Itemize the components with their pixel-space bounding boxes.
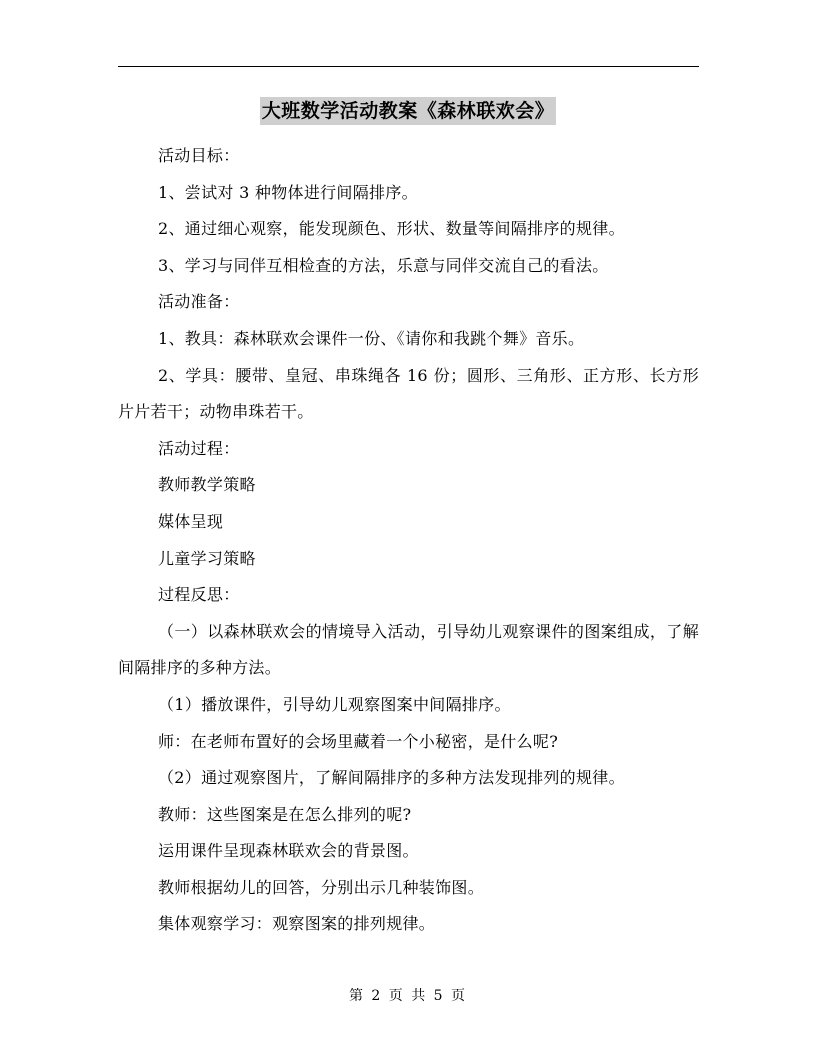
paragraph: 活动过程： <box>158 438 240 458</box>
paragraph: 活动目标： <box>158 146 240 165</box>
paragraph: （1）播放课件，引导幼儿观察图案中间隔排序。 <box>158 694 511 714</box>
paragraph: 过程反思： <box>158 585 240 605</box>
header-rule <box>118 66 699 67</box>
title-container <box>0 97 816 125</box>
paragraph: 2、通过细心观察，能发现颜色、形状、数量等间隔排序的规律。 <box>158 219 625 239</box>
paragraph: （一）以森林联欢会的情境导入活动，引导幼儿观察课件的图案组成，了解间隔排序的多种方法。 <box>118 621 699 678</box>
paragraph: 1、教具：森林联欢会课件一份、《请你和我跳个舞》音乐。 <box>158 328 585 348</box>
paragraph: 运用课件呈现森林联欢会的背景图。 <box>158 841 419 861</box>
paragraph: 活动准备： <box>158 292 240 312</box>
paragraph: 教师：这些图案是在怎么排列的呢? <box>158 804 412 824</box>
paragraph: 3、学习与同伴互相检查的方法，乐意与同伴交流自己的看法。 <box>158 255 609 275</box>
paragraph: 师：在老师布置好的会场里藏着一个小秘密，是什么呢? <box>158 731 559 751</box>
page-footer: 第 2 页 共 5 页 <box>348 988 468 1004</box>
paragraph: 教师根据幼儿的回答，分别出示几种装饰图。 <box>158 877 485 897</box>
paragraph: 集体观察学习：观察图案的排列规律。 <box>158 914 436 934</box>
paragraph: （2）通过观察图片，了解间隔排序的多种方法发现排列的规律。 <box>158 768 625 788</box>
paragraph: 媒体呈现 <box>158 511 224 531</box>
paragraph: 1、尝试对 3 种物体进行间隔排序。 <box>158 182 418 202</box>
document-body <box>118 138 699 943</box>
paragraph: 2、学具：腰带、皇冠、串珠绳各 16 份；圆形、三角形、正方形、长方形片片若干；动物串珠若干。 <box>118 365 699 422</box>
document-title: 大班数学活动教案《森林联欢会》 <box>260 97 557 125</box>
paragraph: 教师教学策略 <box>158 475 256 495</box>
paragraph: 儿童学习策略 <box>158 548 256 568</box>
